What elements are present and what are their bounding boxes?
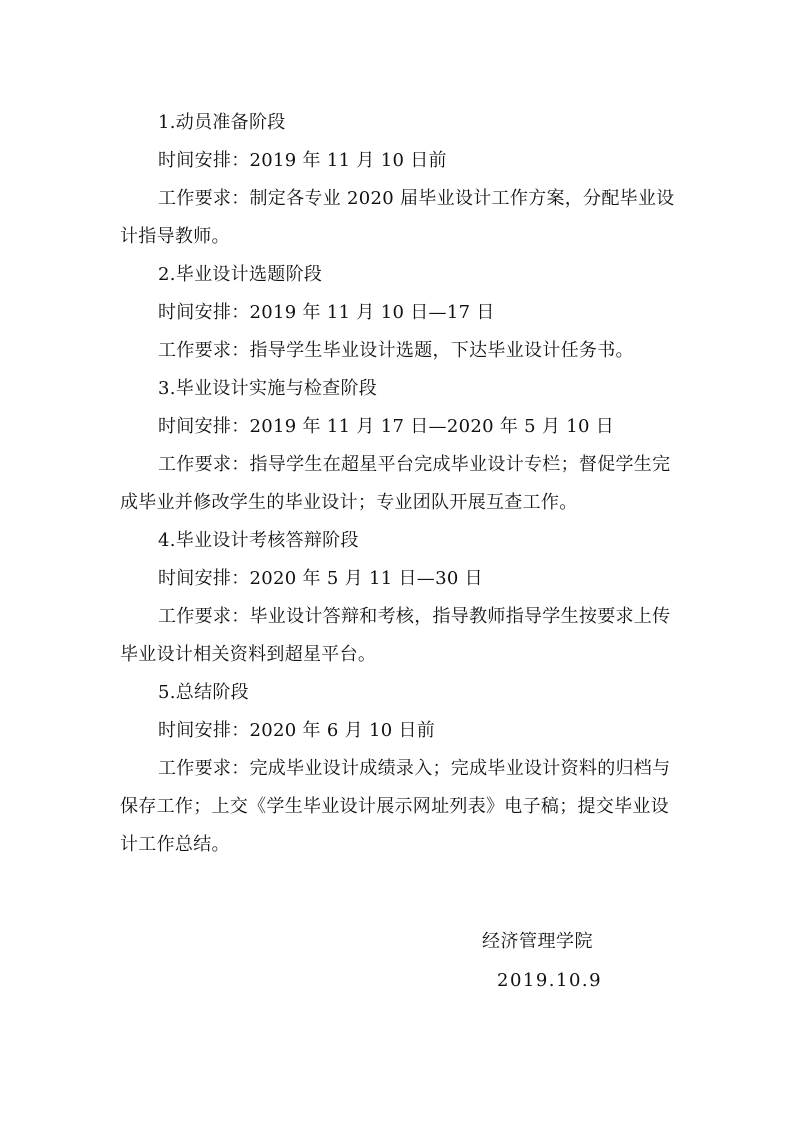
section-4-requirement-line-1: 工作要求：毕业设计答辩和考核，指导教师指导学生按要求上传 bbox=[158, 606, 671, 627]
section-4-requirement-line-2: 毕业设计相关资料到超星平台。 bbox=[120, 644, 377, 665]
section-4-heading: 4.毕业设计考核答辩阶段 bbox=[158, 530, 359, 551]
issuer-signature: 经济管理学院 bbox=[482, 931, 593, 952]
section-3-heading: 3.毕业设计实施与检查阶段 bbox=[158, 378, 378, 399]
document-body bbox=[120, 104, 680, 864]
section-2-requirement-line-1: 工作要求：指导学生毕业设计选题，下达毕业设计任务书。 bbox=[158, 340, 634, 361]
section-1-requirement-line-2: 计指导教师。 bbox=[120, 226, 230, 247]
section-5-requirement-line-1: 工作要求：完成毕业设计成绩录入；完成毕业设计资料的归档与 bbox=[158, 758, 671, 779]
section-5-requirement-line-2: 保存工作；上交《学生毕业设计展示网址列表》电子稿；提交毕业设 bbox=[120, 796, 669, 817]
section-4-time: 时间安排：2020 年 5 月 11 日—30 日 bbox=[158, 568, 483, 589]
section-3-requirement-line-1: 工作要求：指导学生在超星平台完成毕业设计专栏；督促学生完 bbox=[158, 454, 671, 475]
issue-date: 2019.10.9 bbox=[497, 970, 603, 991]
section-1-heading: 1.动员准备阶段 bbox=[158, 112, 286, 133]
section-5-requirement-line-3: 计工作总结。 bbox=[120, 834, 230, 855]
section-5-heading: 5.总结阶段 bbox=[158, 682, 249, 703]
section-2-heading: 2.毕业设计选题阶段 bbox=[158, 264, 323, 285]
section-3-requirement-line-2: 成毕业并修改学生的毕业设计；专业团队开展互查工作。 bbox=[120, 492, 578, 513]
section-1-time: 时间安排：2019 年 11 月 10 日前 bbox=[158, 150, 447, 171]
section-2-time: 时间安排：2019 年 11 月 10 日—17 日 bbox=[158, 302, 495, 323]
section-5-time: 时间安排：2020 年 6 月 10 日前 bbox=[158, 720, 436, 741]
section-1-requirement-line-1: 工作要求：制定各专业 2020 届毕业设计工作方案，分配毕业设 bbox=[158, 188, 675, 209]
section-3-time: 时间安排：2019 年 11 月 17 日—2020 年 5 月 10 日 bbox=[158, 416, 615, 437]
